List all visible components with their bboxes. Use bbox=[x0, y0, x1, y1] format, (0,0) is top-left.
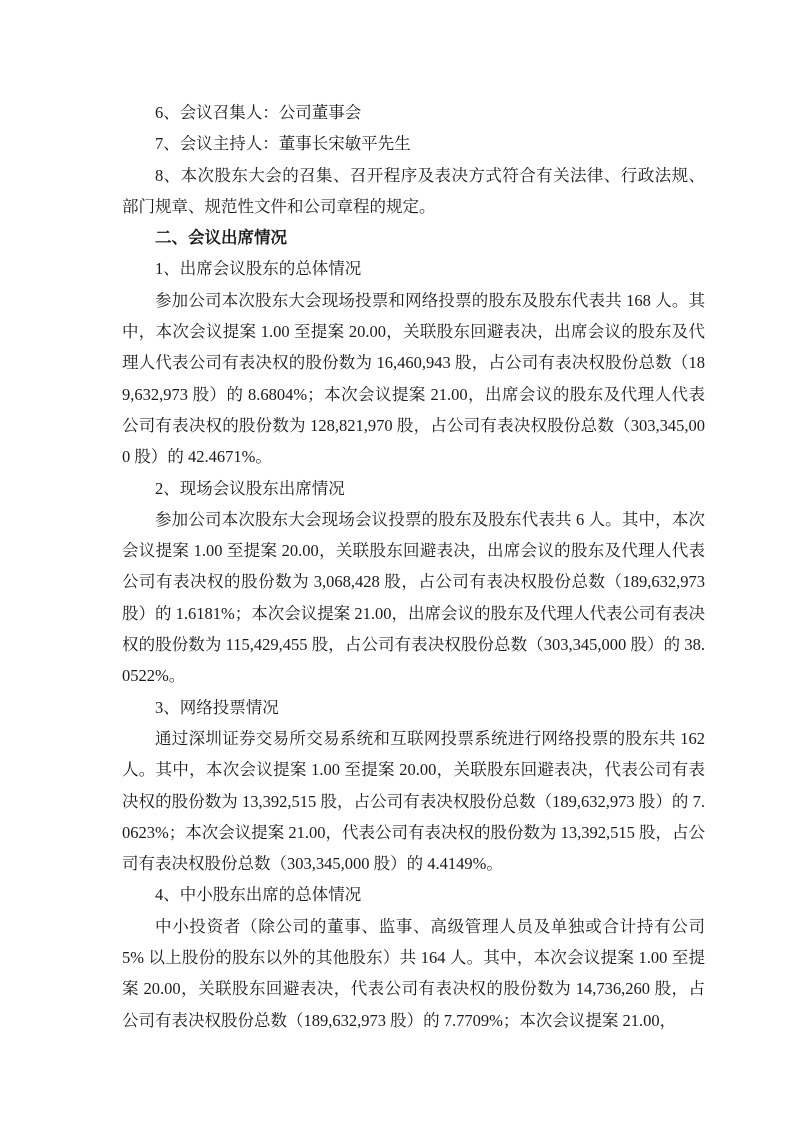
list-item-convener: 6、会议召集人：公司董事会 bbox=[155, 103, 362, 122]
paragraph-onsite-attendance: 参加公司本次股东大会现场会议投票的股东及股东代表共 6 人。其中，本次会议提案 1.00 至提案 20.00，关联股东回避表决，出席会议的股东及代理人代表公司有表决权的股份数为 3,068,428 股，占公司有表决权股份总数（189,632,973 股）的 1.6181%；本次会议提案 21.00，出席会议的股东及代理人代表公司有表决权的股份数为 115,429,455 股，占公司有表决权股份总数（303,345,000 股）的 38.0522%。 bbox=[122, 509, 705, 686]
list-item-chairman: 7、会议主持人：董事长宋敏平先生 bbox=[155, 134, 411, 154]
section-heading-attendance: 二、会议出席情况 bbox=[155, 228, 287, 248]
subsection-title-overall-attendance: 1、出席会议股东的总体情况 bbox=[155, 259, 362, 279]
subsection-title-online-voting: 3、网络投票情况 bbox=[155, 697, 279, 717]
subsection-title-minority-shareholders: 4、中小股东出席的总体情况 bbox=[155, 885, 362, 905]
subsection-title-onsite-attendance: 2、现场会议股东出席情况 bbox=[155, 478, 345, 498]
list-item-legality-statement: 8、本次股东大会的召集、召开程序及表决方式符合有关法律、行政法规、部门规章、规范性文件和公司章程的规定。 bbox=[122, 165, 705, 216]
paragraph-online-voting: 通过深圳证券交易所交易系统和互联网投票系统进行网络投票的股东共 162 人。其中，本次会议提案 1.00 至提案 20.00，关联股东回避表决，代表公司有表决权的股份数为 13,392,515 股，占公司有表决权股份总数（189,632,973 股）的 7.0623%；本次会议提案 21.00，代表公司有表决权的股份数为 13,392,515 股，占公司有表决权股份总数（303,345,000 股）的 4.4149%。 bbox=[122, 728, 705, 874]
paragraph-minority-shareholders: 中小投资者（除公司的董事、监事、高级管理人员及单独或合计持有公司 5% 以上股份的股东以外的其他股东）共 164 人。其中，本次会议提案 1.00 至提案 20.00，关联股东回避表决，代表公司有表决权的股份数为 14,736,260 股，占公司有表决权股份总数（189,632,973 股）的 7.7709%；本次会议提案 21.00， bbox=[122, 916, 705, 1030]
paragraph-overall-attendance: 参加公司本次股东大会现场投票和网络投票的股东及股东代表共 168 人。其中，本次会议提案 1.00 至提案 20.00，关联股东回避表决，出席会议的股东及代理人代表公司有表决权的股份数为 16,460,943 股，占公司有表决权股份总数（189,632,973 股）的 8.6804%；本次会议提案 21.00，出席会议的股东及代理人代表公司有表决权的股份数为 128,821,970 股，占公司有表决权股份总数（303,345,000 股）的 42.4671%。 bbox=[122, 290, 705, 467]
